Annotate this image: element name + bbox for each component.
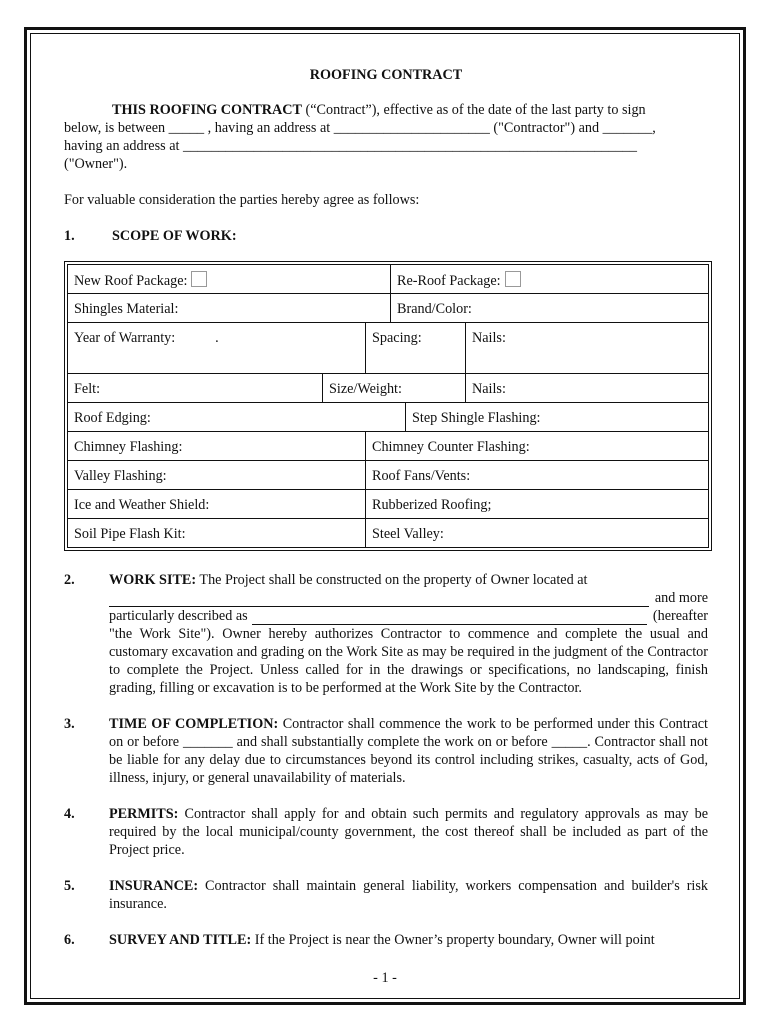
table-row xyxy=(68,293,708,322)
section-number: 6. xyxy=(64,932,75,948)
re-roof-cell xyxy=(390,265,708,293)
section-text: particularly described as xyxy=(109,608,248,624)
section-body xyxy=(109,571,708,697)
brand-cell: Brand/Color: xyxy=(390,294,708,322)
chimney-flashing-cell: Chimney Flashing: xyxy=(74,439,183,455)
table-row xyxy=(68,489,708,518)
consideration-text: For valuable consideration the parties hereby agree as follows: xyxy=(64,192,420,208)
intro-line1: (“Contract”), effective as of the date of the last party to sign xyxy=(301,102,646,118)
nails-cell: Nails: xyxy=(465,323,708,373)
chimney-counter-cell: Chimney Counter Flashing: xyxy=(365,432,708,460)
roof-edging-cell: Roof Edging: xyxy=(74,410,151,426)
section-number: 5. xyxy=(64,878,75,894)
intro-line2: below, is between _____ , having an address at ______________________ ("Contractor") and _______, xyxy=(64,120,656,136)
section-1-heading xyxy=(64,227,708,245)
section-number: 2. xyxy=(64,572,75,588)
table-row xyxy=(68,265,708,293)
section-6 xyxy=(64,931,708,949)
address-blank-line xyxy=(109,592,649,607)
intro-paragraph xyxy=(64,101,708,173)
valley-flashing-cell: Valley Flashing: xyxy=(74,468,167,484)
section-text: Contractor shall apply for and obtain such permits and regulatory approvals as may be required by the local municipal/county government, the cost thereof shall be included as part of the Project price. xyxy=(109,806,708,858)
section-text: The Project shall be constructed on the property of Owner located at xyxy=(196,572,588,588)
section-text: and more xyxy=(654,590,708,606)
section-heading: SCOPE OF WORK: xyxy=(112,228,237,244)
re-roof-label: Re-Roof Package: xyxy=(397,273,501,289)
table-row xyxy=(68,373,708,402)
section-number: 4. xyxy=(64,806,75,822)
ice-weather-cell: Ice and Weather Shield: xyxy=(74,497,210,513)
section-body xyxy=(109,715,708,787)
section-heading: PERMITS: xyxy=(109,806,179,822)
description-blank-line xyxy=(252,610,647,625)
table-row xyxy=(68,402,708,431)
section-body xyxy=(109,805,708,859)
section-heading: TIME OF COMPLETION: xyxy=(109,716,279,732)
size-weight-cell: Size/Weight: xyxy=(322,374,465,402)
intro-bold-lead: THIS ROOFING CONTRACT xyxy=(112,102,302,118)
section-3 xyxy=(64,715,708,787)
re-roof-checkbox[interactable] xyxy=(505,271,521,287)
table-row xyxy=(68,460,708,489)
new-roof-checkbox[interactable] xyxy=(191,271,207,287)
section-text: Contractor shall commence the work to be performed under this Contract on or before _______ and shall substantially complete the work on or before _____. Contractor shall not be liable for any delay due to circumstances beyond its control including strikes, casualty, acts of God, illness, injury, or general unavailability of materials. xyxy=(109,716,708,786)
intro-line4: ("Owner"). xyxy=(64,156,128,172)
section-text: "the Work Site"). Owner hereby authorizes Contractor to commence and complete the usual and customary excavation and grading on the Work Site as may be required in the judgment of the Contractor to complete the Project. Unless called for in the drawings or specifications, no landscaping, finish grading, filling or excavation is to be performed at the Work Site by the Contractor. xyxy=(109,626,708,696)
roof-fans-cell: Roof Fans/Vents: xyxy=(365,461,708,489)
document-title: ROOFING CONTRACT xyxy=(309,67,463,83)
section-heading: INSURANCE: xyxy=(109,878,199,894)
section-text: (hereafter xyxy=(652,608,708,624)
warranty-cell xyxy=(68,323,365,373)
section-heading: SURVEY AND TITLE: xyxy=(109,932,252,948)
nails-cell: Nails: xyxy=(465,374,708,402)
section-text: Contractor shall maintain general liability, workers compensation and builder's risk insurance. xyxy=(109,878,708,912)
section-number: 3. xyxy=(64,716,75,732)
steel-valley-cell: Steel Valley: xyxy=(365,519,708,547)
shingles-cell: Shingles Material: xyxy=(74,301,179,317)
new-roof-label: New Roof Package: xyxy=(74,273,188,289)
step-shingle-cell: Step Shingle Flashing: xyxy=(405,403,708,431)
table-row xyxy=(68,431,708,460)
table-row xyxy=(68,322,708,373)
page-number: - 1 - xyxy=(373,970,397,986)
rubberized-cell: Rubberized Roofing; xyxy=(365,490,708,518)
section-body xyxy=(109,877,708,913)
warranty-label: Year of Warranty: xyxy=(74,330,176,346)
felt-cell: Felt: xyxy=(74,381,101,397)
section-body xyxy=(109,931,708,949)
warranty-value: . xyxy=(215,330,219,346)
section-2 xyxy=(64,571,708,697)
new-roof-cell xyxy=(68,265,390,293)
spacing-cell: Spacing: xyxy=(365,323,465,373)
table-row xyxy=(68,518,708,547)
scope-table xyxy=(64,261,712,551)
section-number: 1. xyxy=(64,228,75,244)
section-5 xyxy=(64,877,708,913)
soil-pipe-cell: Soil Pipe Flash Kit: xyxy=(74,526,186,542)
section-4 xyxy=(64,805,708,859)
section-heading: WORK SITE: xyxy=(109,572,197,588)
intro-line3: having an address at ________________________________________________________________ xyxy=(64,138,637,154)
document-body xyxy=(64,66,708,949)
section-text: If the Project is near the Owner’s property boundary, Owner will point xyxy=(251,932,655,948)
